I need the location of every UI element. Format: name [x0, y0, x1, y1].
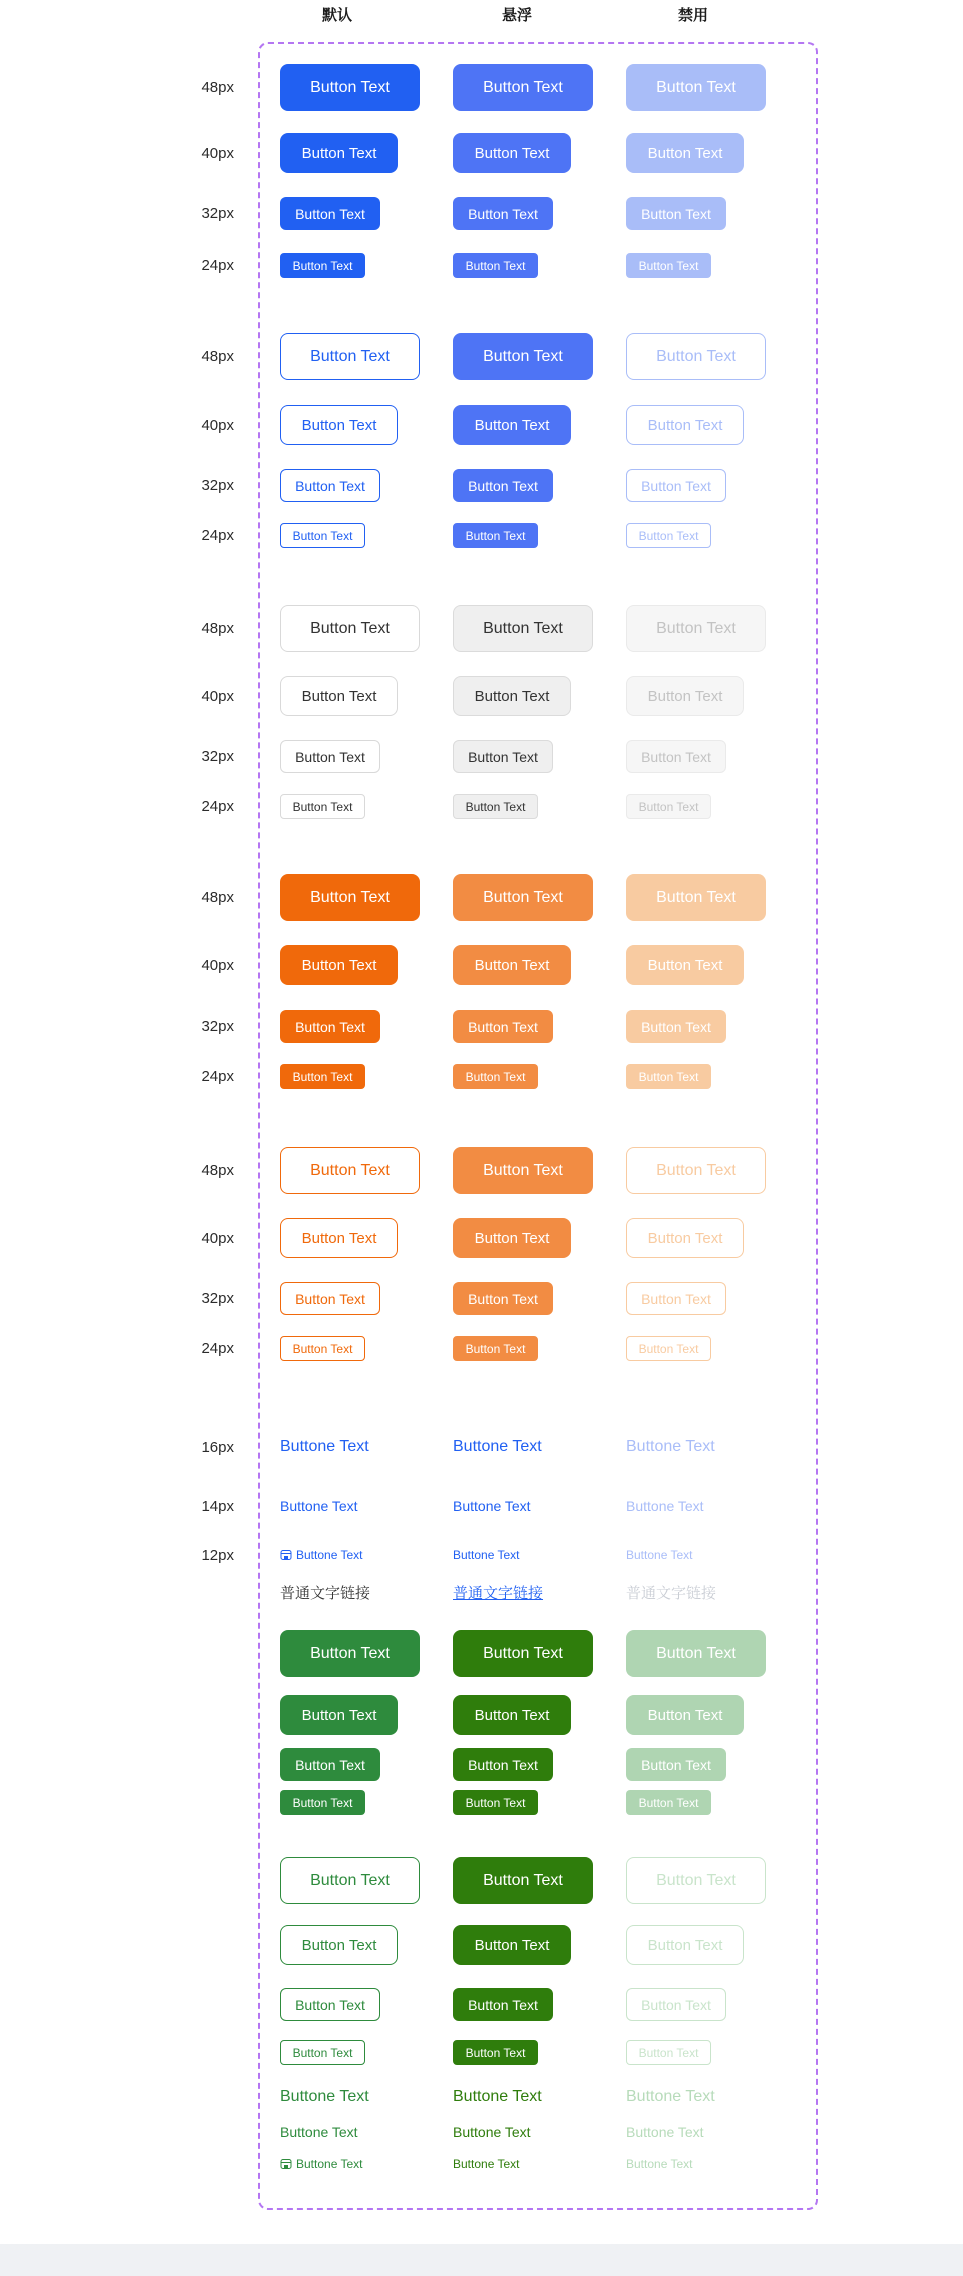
btn-green-solid-48-hover[interactable]: Button Text [453, 1630, 593, 1677]
btn-orange-solid-24-hover[interactable]: Button Text [453, 1064, 538, 1089]
button-row [0, 133, 963, 173]
button-row [0, 1857, 963, 1904]
text-btn-blue-14-disabled[interactable]: Buttone Text [626, 1498, 704, 1514]
text-btn-blue-12-default[interactable]: Buttone Text [280, 1548, 363, 1562]
btn-green-outline-32-disabled[interactable]: Button Text [626, 1988, 726, 2021]
footer-strip [0, 2244, 963, 2276]
btn-orange-outline-40-disabled[interactable]: Button Text [626, 1218, 744, 1258]
size-label: 12px [201, 1546, 234, 1564]
text-btn-green-14-hover[interactable]: Buttone Text [453, 2124, 531, 2140]
button-row [0, 253, 963, 278]
text-btn-blue-12-disabled[interactable]: Buttone Text [626, 1548, 693, 1562]
btn-green-outline-48-disabled[interactable]: Button Text [626, 1857, 766, 1904]
button-row [0, 333, 963, 380]
button-row [0, 1748, 963, 1781]
text-btn-green-16-disabled[interactable]: Buttone Text [626, 2088, 715, 2105]
btn-gray-40-disabled[interactable]: Button Text [626, 676, 744, 716]
btn-orange-outline-48-disabled[interactable]: Button Text [626, 1147, 766, 1194]
button-row [0, 1925, 963, 1965]
btn-green-solid-40-disabled[interactable]: Button Text [626, 1695, 744, 1735]
text-btn-blue-12-hover[interactable]: Buttone Text [453, 1548, 520, 1562]
text-button-row [0, 2122, 963, 2142]
button-row [0, 1630, 963, 1677]
text-link-default[interactable]: 普通文字链接 [280, 1584, 371, 1602]
btn-green-solid-24-hover[interactable]: Button Text [453, 1790, 538, 1815]
btn-orange-solid-32-hover[interactable]: Button Text [453, 1010, 553, 1043]
size-label: 16px [201, 1438, 234, 1456]
btn-orange-solid-40-disabled[interactable]: Button Text [626, 945, 744, 985]
btn-gray-40-hover[interactable]: Button Text [453, 676, 571, 716]
btn-green-solid-32-default[interactable]: Button Text [280, 1748, 380, 1781]
size-label: 24px [201, 798, 234, 815]
btn-blue-outline-40-disabled[interactable]: Button Text [626, 405, 744, 445]
btn-green-solid-48-default[interactable]: Button Text [280, 1630, 420, 1677]
size-label: 32px [201, 477, 234, 494]
text-btn-green-14-default[interactable]: Buttone Text [280, 2124, 358, 2140]
button-row [0, 64, 963, 111]
btn-orange-outline-32-disabled[interactable]: Button Text [626, 1282, 726, 1315]
btn-orange-outline-48-hover[interactable]: Button Text [453, 1147, 593, 1194]
button-row [0, 740, 963, 773]
btn-orange-outline-40-default[interactable]: Button Text [280, 1218, 398, 1258]
button-row [0, 874, 963, 921]
size-label: 48px [201, 79, 234, 96]
btn-blue-outline-24-hover[interactable]: Button Text [453, 523, 538, 548]
btn-gray-24-default[interactable]: Button Text [280, 794, 365, 819]
column-header-default: 默认 [321, 7, 352, 24]
size-label: 24px [201, 257, 234, 274]
btn-blue-outline-48-default[interactable]: Button Text [280, 333, 420, 380]
btn-green-solid-24-disabled[interactable]: Button Text [626, 1790, 711, 1815]
column-header-disabled: 禁用 [677, 7, 708, 24]
button-row [0, 676, 963, 716]
btn-blue-solid-48-hover[interactable]: Button Text [453, 64, 593, 111]
text-btn-green-14-disabled[interactable]: Buttone Text [626, 2124, 704, 2140]
text-link-hover[interactable]: 普通文字链接 [453, 1584, 544, 1602]
text-btn-blue-16-disabled[interactable]: Buttone Text [626, 1438, 715, 1455]
btn-orange-outline-40-hover[interactable]: Button Text [453, 1218, 571, 1258]
button-row [0, 1790, 963, 1815]
btn-green-outline-48-hover[interactable]: Button Text [453, 1857, 593, 1904]
btn-gray-48-default[interactable]: Button Text [280, 605, 420, 652]
btn-green-solid-32-hover[interactable]: Button Text [453, 1748, 553, 1781]
btn-orange-outline-24-hover[interactable]: Button Text [453, 1336, 538, 1361]
btn-gray-40-default[interactable]: Button Text [280, 676, 398, 716]
btn-orange-solid-48-disabled[interactable]: Button Text [626, 874, 766, 921]
printer-icon [280, 1549, 292, 1561]
size-label: 32px [201, 1290, 234, 1307]
text-btn-green-12-disabled[interactable]: Buttone Text [626, 2157, 693, 2171]
btn-orange-outline-24-disabled[interactable]: Button Text [626, 1336, 711, 1361]
text-btn-green-16-default[interactable]: Buttone Text [280, 2088, 369, 2105]
btn-blue-solid-24-disabled[interactable]: Button Text [626, 253, 711, 278]
size-label: 32px [201, 748, 234, 765]
btn-orange-solid-40-default[interactable]: Button Text [280, 945, 398, 985]
text-button-row [0, 1436, 963, 1458]
btn-green-outline-24-default[interactable]: Button Text [280, 2040, 365, 2065]
btn-orange-solid-32-default[interactable]: Button Text [280, 1010, 380, 1043]
button-row [0, 1218, 963, 1258]
btn-gray-32-default[interactable]: Button Text [280, 740, 380, 773]
button-row [0, 1282, 963, 1315]
btn-blue-solid-40-default[interactable]: Button Text [280, 133, 398, 173]
btn-blue-solid-24-default[interactable]: Button Text [280, 253, 365, 278]
btn-green-solid-40-hover[interactable]: Button Text [453, 1695, 571, 1735]
button-row [0, 1988, 963, 2021]
button-row [0, 469, 963, 502]
btn-blue-solid-40-disabled[interactable]: Button Text [626, 133, 744, 173]
button-row [0, 523, 963, 548]
btn-gray-32-disabled[interactable]: Button Text [626, 740, 726, 773]
size-label: 40px [201, 1229, 234, 1247]
btn-blue-outline-48-hover[interactable]: Button Text [453, 333, 593, 380]
button-row [0, 1064, 963, 1089]
btn-green-outline-32-default[interactable]: Button Text [280, 1988, 380, 2021]
button-row [0, 1010, 963, 1043]
size-label: 48px [201, 889, 234, 906]
btn-blue-outline-32-disabled[interactable]: Button Text [626, 469, 726, 502]
btn-gray-24-hover[interactable]: Button Text [453, 794, 538, 819]
size-label: 32px [201, 205, 234, 222]
btn-orange-solid-32-disabled[interactable]: Button Text [626, 1010, 726, 1043]
button-row [0, 1336, 963, 1361]
btn-blue-solid-24-hover[interactable]: Button Text [453, 253, 538, 278]
size-label: 24px [201, 1340, 234, 1357]
btn-green-solid-40-default[interactable]: Button Text [280, 1695, 398, 1735]
btn-blue-outline-24-disabled[interactable]: Button Text [626, 523, 711, 548]
text-btn-green-12-hover[interactable]: Buttone Text [453, 2157, 520, 2171]
button-row [0, 2040, 963, 2065]
button-row [0, 1695, 963, 1735]
button-row [0, 794, 963, 819]
size-label: 40px [201, 416, 234, 434]
text-button-row [0, 1546, 963, 1564]
btn-green-outline-24-disabled[interactable]: Button Text [626, 2040, 711, 2065]
text-btn-blue-14-hover[interactable]: Buttone Text [453, 1498, 531, 1514]
btn-blue-solid-48-disabled[interactable]: Button Text [626, 64, 766, 111]
btn-blue-outline-40-hover[interactable]: Button Text [453, 405, 571, 445]
btn-blue-solid-32-default[interactable]: Button Text [280, 197, 380, 230]
text-btn-green-16-hover[interactable]: Buttone Text [453, 2088, 542, 2105]
btn-blue-outline-48-disabled[interactable]: Button Text [626, 333, 766, 380]
btn-green-outline-32-hover[interactable]: Button Text [453, 1988, 553, 2021]
btn-orange-solid-24-disabled[interactable]: Button Text [626, 1064, 711, 1089]
button-row [0, 1147, 963, 1194]
button-row [0, 405, 963, 445]
btn-blue-outline-24-default[interactable]: Button Text [280, 523, 365, 548]
size-label: 40px [201, 144, 234, 162]
btn-green-solid-24-default[interactable]: Button Text [280, 1790, 365, 1815]
size-label: 48px [201, 1162, 234, 1179]
printer-icon [280, 2158, 292, 2170]
btn-green-outline-40-default[interactable]: Button Text [280, 1925, 398, 1965]
size-label: 24px [201, 527, 234, 544]
btn-green-solid-48-disabled[interactable]: Button Text [626, 1630, 766, 1677]
column-header-hover: 悬浮 [501, 7, 532, 24]
size-label: 40px [201, 687, 234, 705]
btn-gray-48-disabled[interactable]: Button Text [626, 605, 766, 652]
btn-orange-solid-24-default[interactable]: Button Text [280, 1064, 365, 1089]
text-link-disabled[interactable]: 普通文字链接 [626, 1584, 717, 1602]
btn-gray-24-disabled[interactable]: Button Text [626, 794, 711, 819]
btn-green-outline-40-disabled[interactable]: Button Text [626, 1925, 744, 1965]
btn-blue-solid-32-disabled[interactable]: Button Text [626, 197, 726, 230]
button-row [0, 605, 963, 652]
btn-orange-solid-48-hover[interactable]: Button Text [453, 874, 593, 921]
btn-orange-outline-32-hover[interactable]: Button Text [453, 1282, 553, 1315]
text-button-row [0, 2086, 963, 2108]
btn-orange-outline-24-default[interactable]: Button Text [280, 1336, 365, 1361]
size-label: 48px [201, 348, 234, 365]
btn-orange-outline-32-default[interactable]: Button Text [280, 1282, 380, 1315]
btn-blue-outline-32-default[interactable]: Button Text [280, 469, 380, 502]
button-row [0, 197, 963, 230]
btn-green-outline-48-default[interactable]: Button Text [280, 1857, 420, 1904]
btn-orange-solid-48-default[interactable]: Button Text [280, 874, 420, 921]
size-label: 32px [201, 1018, 234, 1035]
btn-blue-solid-48-default[interactable]: Button Text [280, 64, 420, 111]
btn-green-outline-40-hover[interactable]: Button Text [453, 1925, 571, 1965]
btn-orange-solid-40-hover[interactable]: Button Text [453, 945, 571, 985]
btn-gray-32-hover[interactable]: Button Text [453, 740, 553, 773]
button-row [0, 945, 963, 985]
text-button-row [0, 2155, 963, 2173]
btn-blue-outline-32-hover[interactable]: Button Text [453, 469, 553, 502]
text-link-row [0, 1581, 963, 1603]
btn-orange-outline-48-default[interactable]: Button Text [280, 1147, 420, 1194]
btn-blue-solid-40-hover[interactable]: Button Text [453, 133, 571, 173]
text-btn-green-12-default[interactable]: Buttone Text [280, 2157, 363, 2171]
btn-green-solid-32-disabled[interactable]: Button Text [626, 1748, 726, 1781]
text-btn-blue-16-hover[interactable]: Buttone Text [453, 1438, 542, 1455]
btn-blue-solid-32-hover[interactable]: Button Text [453, 197, 553, 230]
size-label: 40px [201, 956, 234, 974]
btn-green-outline-24-hover[interactable]: Button Text [453, 2040, 538, 2065]
text-btn-blue-14-default[interactable]: Buttone Text [280, 1498, 358, 1514]
size-label: 24px [201, 1068, 234, 1085]
btn-blue-outline-40-default[interactable]: Button Text [280, 405, 398, 445]
size-label: 14px [201, 1497, 234, 1515]
text-btn-blue-16-default[interactable]: Buttone Text [280, 1438, 369, 1455]
size-label: 48px [201, 620, 234, 637]
btn-gray-48-hover[interactable]: Button Text [453, 605, 593, 652]
text-button-row [0, 1496, 963, 1516]
